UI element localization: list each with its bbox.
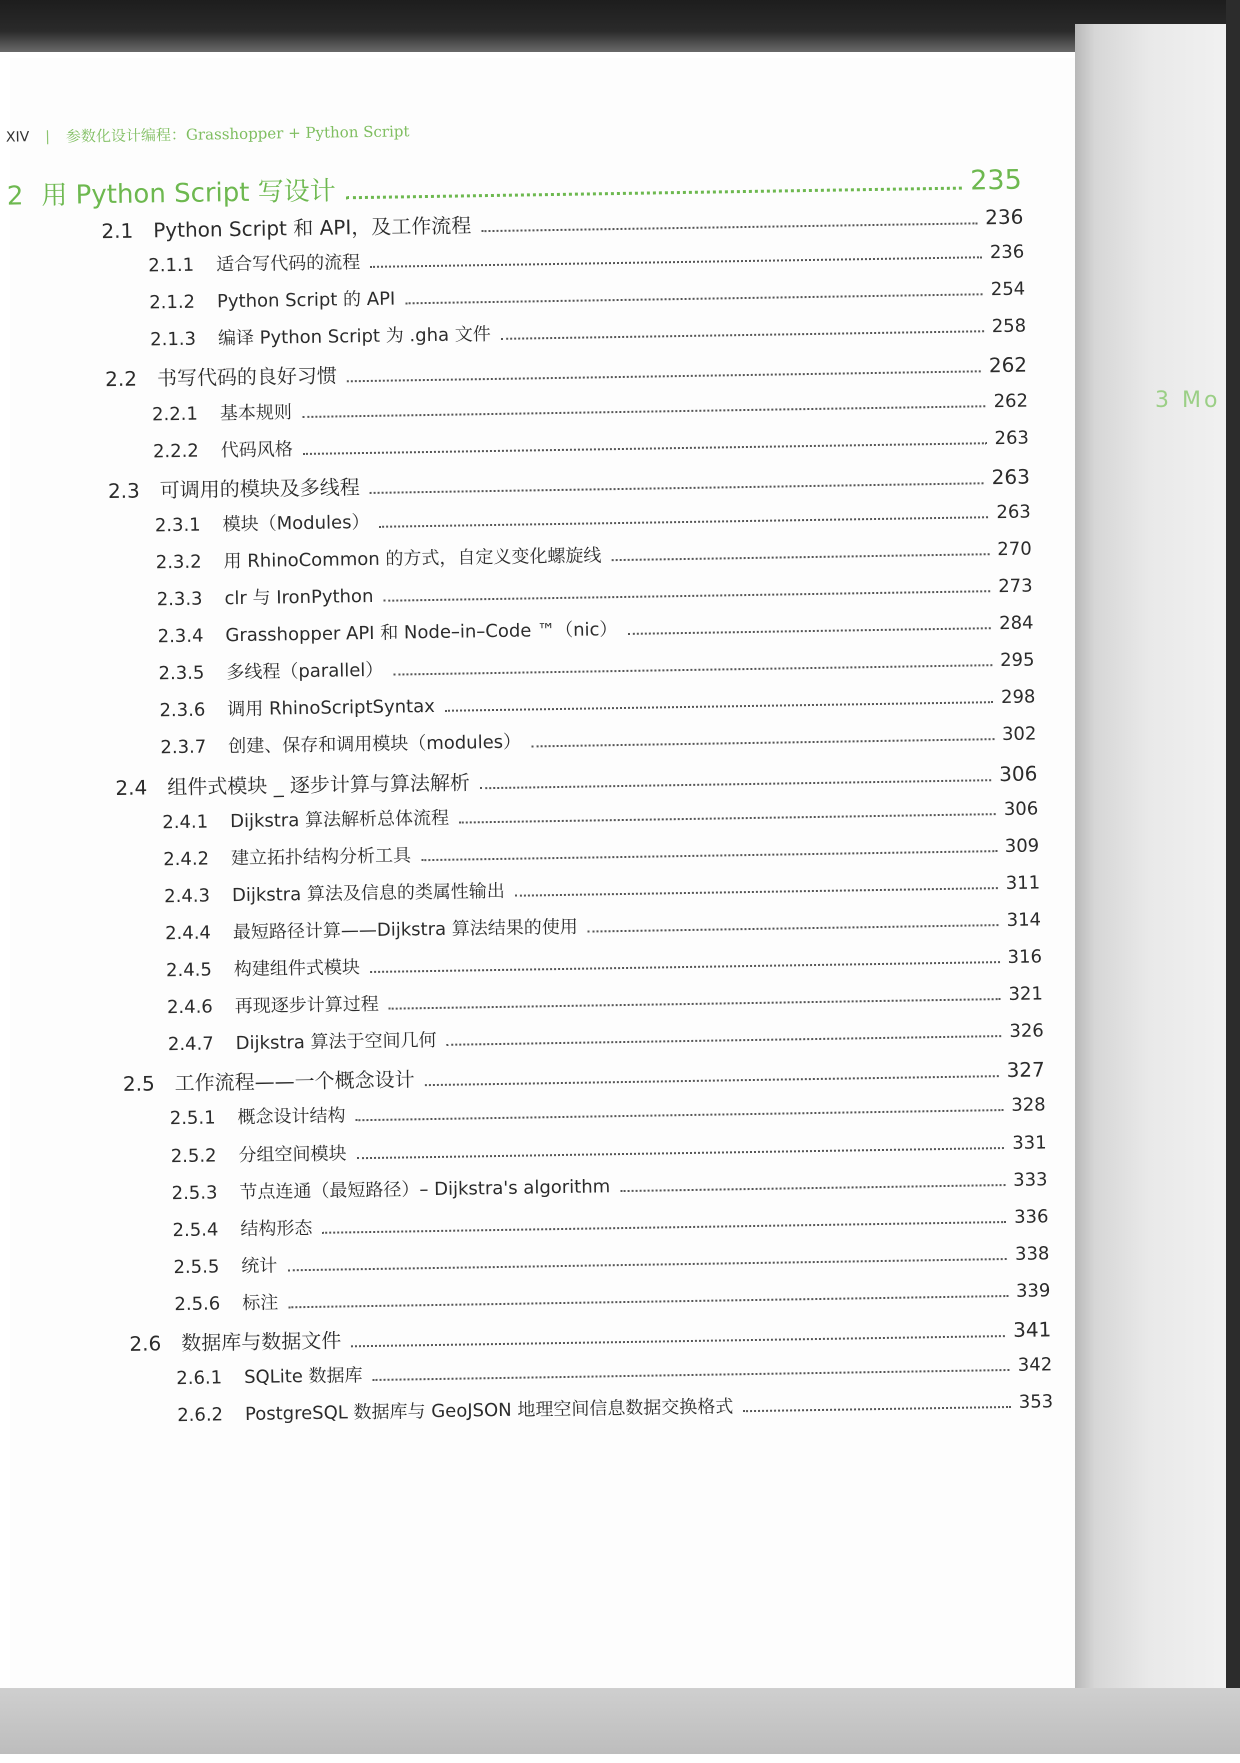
entry-number: 2.3.3 (156, 588, 203, 611)
entry-page: 262 (988, 352, 1028, 378)
entry-page: 353 (1018, 1391, 1054, 1414)
entry-title: 基本规则 (219, 401, 293, 424)
entry-number: 2.5.4 (172, 1219, 219, 1241)
entry-page: 316 (1007, 946, 1043, 968)
entry-title: 最短路径计算——Dijkstra 算法结果的使用 (232, 916, 578, 944)
entry-title: 组件式模块 _ 逐步计算与算法解析 (167, 769, 471, 799)
leader-dots (302, 405, 986, 418)
entry-title: Dijkstra 算法于空间几何 (235, 1030, 437, 1055)
entry-number: 2.3 (107, 478, 140, 503)
entry-title: 概念设计结构 (237, 1105, 346, 1129)
entry-page: 314 (1006, 909, 1042, 931)
entry-number: 2.5.1 (169, 1107, 216, 1130)
entry-title: PostgreSQL 数据库与 GeoJSON 地理空间信息数据交换格式 (244, 1396, 734, 1426)
page-number: XIV (5, 128, 30, 146)
toc-subsection[interactable] (167, 980, 1043, 1020)
toc-subsection[interactable] (177, 1388, 1053, 1428)
toc-section[interactable] (115, 757, 1037, 800)
entry-title: Grasshopper API 和 Node–in–Code ™（nic） (225, 619, 618, 647)
toc-subsection[interactable] (170, 1091, 1046, 1131)
leader-dots (515, 887, 998, 897)
toc-subsection[interactable] (163, 831, 1039, 871)
entry-page: 236 (984, 204, 1024, 230)
leader-dots (383, 590, 990, 602)
leader-dots (356, 1109, 1004, 1121)
leader-dots (743, 1406, 1010, 1412)
toc-subsection[interactable] (155, 497, 1031, 537)
entry-title: SQLite 数据库 (243, 1365, 363, 1389)
entry-number: 2.1.2 (149, 291, 196, 314)
toc-subsection[interactable] (149, 275, 1025, 315)
leader-dots (287, 1258, 1007, 1271)
leader-dots (346, 187, 963, 200)
leader-dots (620, 1184, 1005, 1192)
entry-page: 338 (1014, 1243, 1050, 1265)
entry-number: 2.1 (101, 218, 134, 244)
toc-section[interactable] (105, 349, 1027, 392)
leader-dots (393, 664, 992, 675)
entry-title: Dijkstra 算法解析总体流程 (229, 807, 450, 832)
toc-subsection[interactable] (170, 1128, 1046, 1168)
entry-number: 2.6.2 (177, 1404, 224, 1427)
toc-subsection[interactable] (165, 905, 1041, 945)
entry-page: 263 (991, 464, 1031, 489)
entry-title: 创建、保存和调用模块（modules） (228, 731, 522, 758)
entry-title: 数据库与数据文件 (181, 1328, 342, 1356)
leader-dots (351, 1335, 1005, 1347)
entry-title: 结构形态 (240, 1217, 313, 1240)
entry-number: 2.5.3 (171, 1182, 218, 1204)
entry-title: 节点连通（最短路径）– Dijkstra's algorithm (239, 1175, 611, 1203)
entry-number: 2.5.5 (173, 1256, 220, 1278)
leader-dots (288, 1295, 1008, 1308)
leader-dots (357, 1147, 1005, 1159)
entry-number: 2.4.2 (163, 848, 210, 870)
leader-dots (370, 256, 982, 268)
entry-page: 273 (998, 575, 1033, 598)
entry-title: clr 与 IronPython (224, 585, 374, 610)
entry-page: 321 (1008, 983, 1044, 1006)
entry-page: 302 (1001, 723, 1037, 746)
entry-number: 2.2.1 (151, 403, 199, 425)
toc-subsection[interactable] (176, 1350, 1052, 1390)
entry-number: 2.3.1 (154, 514, 201, 537)
entry-number: 2.5.2 (170, 1144, 217, 1167)
leader-dots (611, 553, 989, 561)
entry-page: 328 (1011, 1094, 1046, 1117)
entry-title: 可调用的模块及多线程 (159, 474, 360, 502)
entry-number: 2.4.3 (164, 885, 211, 908)
toc-subsection[interactable] (171, 1165, 1047, 1205)
entry-page: 336 (1013, 1206, 1049, 1228)
entry-page: 306 (1003, 798, 1039, 820)
entry-page: 258 (991, 315, 1027, 338)
toc-subsection[interactable] (148, 238, 1024, 278)
leader-dots (481, 222, 977, 232)
chapter-number: 2 (6, 181, 24, 212)
entry-title: 用 RhinoCommon 的方式，自定义变化螺旋线 (223, 545, 602, 573)
entry-title: 建立拓扑结构分析工具 (230, 845, 412, 869)
toc-subsection[interactable] (174, 1276, 1050, 1316)
entry-title: Dijkstra 算法及信息的类属性输出 (231, 880, 506, 906)
leader-dots (501, 331, 984, 341)
toc-subsection[interactable] (162, 794, 1038, 834)
toc-subsection[interactable] (156, 534, 1032, 574)
entry-number: 2.4 (115, 774, 148, 800)
toc-subsection[interactable] (157, 609, 1033, 649)
leader-dots (347, 371, 981, 383)
entry-page: 263 (996, 501, 1031, 523)
entry-page: 331 (1012, 1131, 1047, 1154)
entry-page: 298 (1000, 686, 1036, 709)
leader-dots (405, 293, 983, 304)
entry-number: 2.4.7 (167, 1033, 214, 1056)
entry-page: 339 (1015, 1280, 1051, 1302)
leader-dots (380, 516, 989, 528)
entry-title: 模块（Modules） (222, 511, 370, 536)
entry-number: 2.5 (122, 1071, 155, 1097)
toc-section[interactable] (123, 1054, 1045, 1097)
toc-subsection[interactable] (150, 312, 1026, 352)
leader-dots (459, 813, 996, 823)
entry-number: 2.4.1 (162, 811, 209, 833)
entry-page: 295 (999, 649, 1035, 672)
entry-page: 342 (1017, 1354, 1053, 1376)
toc-subsection[interactable] (166, 942, 1042, 982)
leader-dots (425, 1075, 999, 1086)
entry-number: 2.1.3 (150, 328, 197, 351)
entry-page: 236 (989, 241, 1025, 264)
toc-section[interactable] (129, 1313, 1051, 1356)
entry-number: 2.2 (104, 366, 138, 392)
header-separator: | (45, 128, 51, 145)
entry-number: 2.3.7 (160, 736, 207, 759)
toc-subsection[interactable] (158, 646, 1034, 686)
entry-page: 333 (1013, 1168, 1048, 1191)
entry-title: 分组空间模块 (238, 1142, 347, 1166)
toc-subsection[interactable] (153, 423, 1029, 463)
entry-page: 254 (990, 278, 1026, 301)
entry-page: 306 (998, 760, 1038, 786)
leader-dots (322, 1221, 1006, 1234)
leader-dots (389, 998, 1001, 1010)
leader-dots (531, 739, 994, 748)
entry-number: 2.4.5 (165, 959, 213, 982)
entry-number: 2.6 (129, 1331, 162, 1356)
toc-subsection[interactable] (168, 1017, 1044, 1057)
leader-dots (447, 1035, 1002, 1046)
leader-dots (588, 924, 999, 932)
entry-title: Python Script 的 API (216, 288, 396, 313)
entry-number: 2.3.5 (158, 662, 205, 685)
entry-title: 统计 (241, 1255, 278, 1277)
toc-subsection[interactable] (152, 386, 1028, 426)
entry-page: 311 (1005, 872, 1041, 894)
entry-title: 多线程（parallel） (226, 659, 384, 684)
entry-page: 270 (997, 538, 1032, 560)
entry-title: 工作流程——一个概念设计 (174, 1067, 415, 1096)
leader-dots (480, 779, 991, 789)
entry-number: 2.5.6 (174, 1293, 221, 1315)
entry-page: 327 (1006, 1057, 1045, 1083)
toc-subsection[interactable] (159, 683, 1035, 723)
entry-title: 适合写代码的流程 (215, 252, 361, 276)
toc-section[interactable] (108, 460, 1030, 503)
chapter-page: 235 (969, 164, 1022, 197)
running-header (6, 120, 410, 147)
entry-page: 326 (1009, 1020, 1044, 1043)
entry-page: 284 (999, 612, 1034, 635)
book-title: 参数化设计编程：Grasshopper + Python Script (65, 122, 410, 146)
toc-subsection[interactable] (160, 720, 1036, 760)
entry-page: 309 (1004, 835, 1040, 857)
entry-number: 2.2.2 (152, 440, 199, 462)
leader-dots (370, 961, 1000, 973)
entry-number: 2.3.2 (155, 551, 202, 574)
entry-number: 2.6.1 (176, 1367, 223, 1390)
entry-number: 2.4.4 (164, 922, 212, 945)
toc-subsection[interactable] (164, 868, 1040, 908)
entry-title: 标注 (242, 1292, 279, 1314)
entry-number: 2.3.4 (157, 625, 204, 648)
entry-number: 2.4.6 (166, 996, 213, 1019)
chapter-title: 用 Python Script 写设计 (41, 176, 336, 212)
entry-title: 调用 RhinoScriptSyntax (227, 696, 435, 721)
entry-title: 构建组件式模块 (233, 957, 361, 981)
leader-dots (445, 701, 993, 712)
leader-dots (421, 850, 997, 861)
entry-title: 代码风格 (220, 438, 293, 461)
entry-page: 263 (994, 427, 1030, 449)
entry-title: 书写代码的良好习惯 (156, 363, 338, 391)
next-page-peek-text: 3 Mo (1155, 388, 1221, 413)
leader-dots (370, 482, 984, 494)
entry-number: 2.3.6 (159, 699, 206, 722)
leader-dots (628, 627, 992, 635)
entry-page: 262 (993, 390, 1029, 412)
leader-dots (373, 1369, 1010, 1381)
entry-title: Python Script 和 API，及工作流程 (153, 213, 472, 243)
toc-subsection[interactable] (172, 1202, 1048, 1242)
leader-dots (303, 442, 987, 455)
entry-title: 再现逐步计算过程 (234, 993, 379, 1018)
entry-number: 2.1.1 (148, 254, 195, 277)
entry-title: 编译 Python Script 为 .gha 文件 (217, 324, 491, 350)
toc-subsection[interactable] (173, 1239, 1049, 1279)
entry-page: 341 (1012, 1317, 1052, 1342)
toc-subsection[interactable] (157, 572, 1033, 612)
